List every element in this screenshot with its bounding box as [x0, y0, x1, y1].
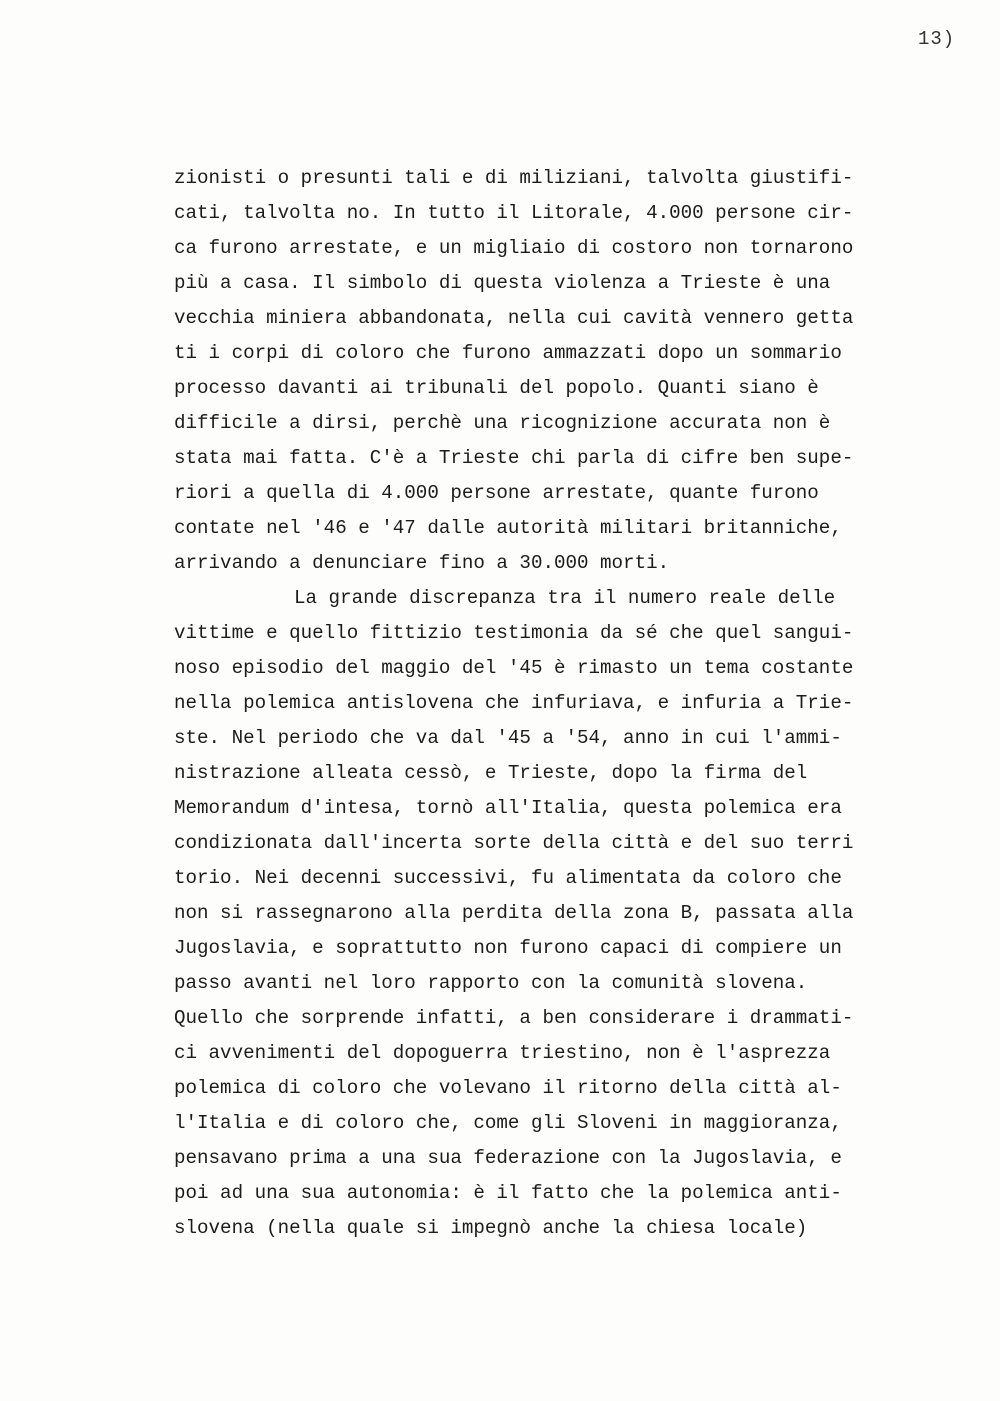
text-line: l'Italia e di coloro che, come gli Sloveni in maggioranza,	[174, 1112, 842, 1134]
text-line: ti i corpi di coloro che furono ammazzati dopo un sommario	[174, 342, 842, 364]
text-line: condizionata dall'incerta sorte della città e del suo terri	[174, 832, 854, 854]
text-line: torio. Nei decenni successivi, fu alimentata da coloro che	[174, 867, 842, 889]
text-line: nella polemica antislovena che infuriava, e infuria a Trie-	[174, 692, 854, 714]
text-line: non si rassegnarono alla perdita della zona B, passata alla	[174, 902, 854, 924]
text-line: stata mai fatta. C'è a Trieste chi parla di cifre ben supe-	[174, 447, 854, 469]
text-line: Memorandum d'intesa, tornò all'Italia, questa polemica era	[174, 797, 842, 819]
paragraph-start-line: La grande discrepanza tra il numero reale delle	[294, 587, 836, 609]
text-line: difficile a dirsi, perchè una ricognizione accurata non è	[174, 412, 831, 434]
text-line: pensavano prima a una sua federazione con la Jugoslavia, e	[174, 1147, 842, 1169]
text-line: arrivando a denunciare fino a 30.000 morti.	[174, 552, 670, 574]
page-number: 13)	[918, 28, 956, 50]
text-line: vittime e quello fittizio testimonia da sé che quel sangui-	[174, 622, 854, 644]
text-line: ste. Nel periodo che va dal '45 a '54, anno in cui l'ammi-	[174, 727, 842, 749]
text-line: Quello che sorprende infatti, a ben considerare i drammati-	[174, 1007, 854, 1029]
text-line: zionisti o presunti tali e di miliziani, talvolta giustifi-	[174, 167, 854, 189]
text-line: poi ad una sua autonomia: è il fatto che la polemica anti-	[174, 1182, 842, 1204]
text-line: riori a quella di 4.000 persone arrestate, quante furono	[174, 482, 819, 504]
text-line: Jugoslavia, e soprattutto non furono capaci di compiere un	[174, 937, 842, 959]
text-line: ca furono arrestate, e un migliaio di costoro non tornarono	[174, 237, 854, 259]
text-line: passo avanti nel loro rapporto con la comunità slovena.	[174, 972, 808, 994]
text-line: cati, talvolta no. In tutto il Litorale, 4.000 persone cir-	[174, 202, 854, 224]
text-line: contate nel '46 e '47 dalle autorità militari britanniche,	[174, 517, 842, 539]
text-line: slovena (nella quale si impegnò anche la chiesa locale)	[174, 1217, 808, 1239]
text-line: noso episodio del maggio del '45 è rimasto un tema costante	[174, 657, 854, 679]
text-line: ci avvenimenti del dopoguerra triestino, non è l'asprezza	[174, 1042, 831, 1064]
text-line: polemica di coloro che volevano il ritorno della città al-	[174, 1077, 842, 1099]
text-line: processo davanti ai tribunali del popolo. Quanti siano è	[174, 377, 819, 399]
body-text	[174, 161, 914, 1246]
text-line: più a casa. Il simbolo di questa violenza a Trieste è una	[174, 272, 831, 294]
text-line: vecchia miniera abbandonata, nella cui cavità vennero getta	[174, 307, 854, 329]
text-line: nistrazione alleata cessò, e Trieste, dopo la firma del	[174, 762, 808, 784]
